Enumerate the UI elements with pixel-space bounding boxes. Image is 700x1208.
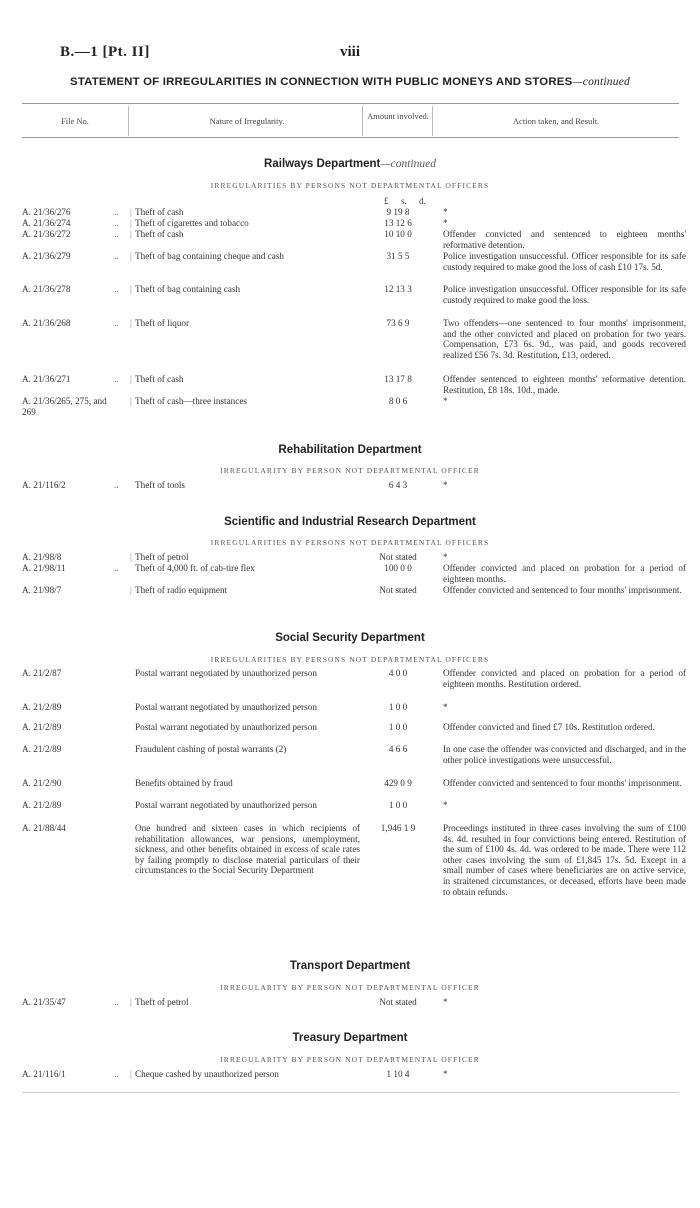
leader-dots: .. bbox=[114, 229, 119, 239]
amount: 31 5 5 bbox=[386, 251, 410, 261]
leader-dots: .. bbox=[114, 251, 119, 261]
row-divider: | bbox=[130, 374, 132, 384]
file-number: A. 21/36/271 bbox=[22, 374, 71, 384]
file-number: A. 21/116/1 bbox=[22, 1069, 66, 1079]
col-action-header: Action taken, and Result. bbox=[512, 116, 600, 126]
irregularity: Theft of cash bbox=[135, 207, 184, 217]
railways-name: Railways Department bbox=[264, 158, 381, 170]
action-result: Police investigation unsuccessful. Officer responsible for its safe custody required to make good the loss of cash £10 17s. 5d. bbox=[443, 251, 686, 272]
irregularity: Cheque cashed by unauthorized person bbox=[135, 1069, 279, 1079]
pounds-label: £ bbox=[384, 196, 389, 206]
action-result: * bbox=[443, 480, 448, 490]
action-result: Offender convicted and sentenced to eighteen months' reformative detention. bbox=[443, 229, 686, 250]
header-top-rule bbox=[22, 103, 679, 104]
irregularity: Theft of cash bbox=[135, 229, 184, 239]
action-result: Two offenders—one sentenced to four months' imprisonment, and the other convicted and placed on probation for two years. Compensation, £73 6s. 9d., was paid, and goods recovered realized £56 7s. 3d. Restitution, £13, ordered. bbox=[443, 318, 686, 360]
irregularity: Theft of bag containing cheque and cash bbox=[135, 251, 284, 261]
irregularity: Postal warrant negotiated by unauthorized person bbox=[135, 702, 317, 712]
report-reference: B.—1 [Pt. II] bbox=[60, 44, 150, 60]
col-divider bbox=[432, 106, 433, 136]
action-result: Offender convicted and sentenced to four months' imprisonment. bbox=[443, 778, 682, 788]
file-number: A. 21/36/274 bbox=[22, 218, 71, 228]
irregularity: Benefits obtained by fraud bbox=[135, 778, 233, 788]
file-number: A. 21/2/87 bbox=[22, 668, 62, 678]
leader-dots: .. bbox=[114, 218, 119, 228]
section-subtitle: IRREGULARITIES BY PERSONS NOT DEPARTMENTAL OFFICERS bbox=[210, 655, 490, 664]
action-result: Police investigation unsuccessful. Officer responsible for its safe custody required to make good the loss. bbox=[443, 284, 686, 305]
row-divider: | bbox=[130, 585, 132, 595]
file-number: A. 21/98/7 bbox=[22, 585, 62, 595]
action-result: Proceedings instituted in three cases involving the sum of £100 4s. 4d. resulted in four convictions being entered. Restitution of the sum of £100 4s. 4d. was ordered to be made. There were 112 other cases involving the sum of £1,845 17s. 5d. Except in a small number of cases where beneficiaries are on active service, in straitened circumstances, or deceased, efforts have been made to obtain refunds. bbox=[443, 823, 686, 897]
row-divider: | bbox=[130, 251, 132, 261]
amount: 1 10 4 bbox=[386, 1069, 410, 1079]
amount: 12 13 3 bbox=[384, 284, 412, 294]
row-divider: | bbox=[130, 207, 132, 217]
railways-continued: —continued bbox=[380, 158, 436, 170]
action-result: Offender convicted and fined £7 10s. Restitution ordered. bbox=[443, 722, 655, 732]
action-result: * bbox=[443, 800, 448, 810]
leader-dots: .. bbox=[114, 207, 119, 217]
section-subtitle: IRREGULARITY BY PERSON NOT DEPARTMENTAL OFFICER bbox=[220, 466, 480, 475]
section-title-social-security: Social Security Department bbox=[275, 632, 425, 644]
amount: 4 6 6 bbox=[388, 744, 408, 754]
row-divider: | bbox=[130, 229, 132, 239]
row-divider: | bbox=[130, 396, 132, 406]
amount: 429 0 9 bbox=[384, 778, 412, 788]
file-number: A. 21/98/8 bbox=[22, 552, 62, 562]
section-title-transport: Transport Department bbox=[289, 960, 411, 972]
irregularity: Theft of radio equipment bbox=[135, 585, 228, 595]
row-divider: | bbox=[130, 218, 132, 228]
irregularity: Theft of tools bbox=[135, 480, 186, 490]
file-number: A. 21/2/89 bbox=[22, 702, 62, 712]
irregularity: Theft of cash bbox=[135, 374, 184, 384]
title-main: STATEMENT OF IRREGULARITIES IN CONNECTION WITH PUBLIC MONEYS AND STORES bbox=[70, 76, 573, 88]
file-number: A. 21/36/268 bbox=[22, 318, 71, 328]
col-divider bbox=[128, 106, 129, 136]
leader-dots: .. bbox=[114, 997, 119, 1007]
leader-dots: .. bbox=[114, 1069, 119, 1079]
action-result: Offender convicted and placed on probation for a period of eighteen months. Restitution ordered. bbox=[443, 668, 686, 689]
row-divider: | bbox=[130, 552, 132, 562]
file-number: A. 21/36/265, 275, and 269 bbox=[22, 396, 107, 417]
row-divider: | bbox=[130, 997, 132, 1007]
file-number: A. 21/88/44 bbox=[22, 823, 66, 833]
row-divider: | bbox=[130, 1069, 132, 1079]
amount: Not stated bbox=[379, 997, 417, 1007]
amount: 6 4 3 bbox=[388, 480, 408, 490]
file-number: A. 21/2/90 bbox=[22, 778, 62, 788]
action-result: Offender convicted and sentenced to four months' imprisonment. bbox=[443, 585, 682, 595]
action-result: * bbox=[443, 1069, 448, 1079]
action-result: In one case the offender was convicted and discharged, and in the other police investigations were unsuccessful. bbox=[443, 744, 686, 765]
irregularity: Theft of cash—three instances bbox=[135, 396, 247, 406]
leader-dots: .. bbox=[114, 563, 119, 573]
amount: 13 17 8 bbox=[384, 374, 412, 384]
leader-dots: .. bbox=[114, 284, 119, 294]
amount: Not stated bbox=[379, 552, 417, 562]
pence-label: d. bbox=[419, 196, 426, 206]
file-number: A. 21/2/89 bbox=[22, 800, 62, 810]
irregularity: Theft of cigarettes and tobacco bbox=[135, 218, 249, 228]
irregularity: Theft of petrol bbox=[135, 997, 189, 1007]
file-number: A. 21/36/276 bbox=[22, 207, 71, 217]
header-bottom-rule bbox=[22, 137, 679, 138]
amount: 73 6 9 bbox=[386, 318, 410, 328]
col-file-header: File No. bbox=[61, 116, 89, 126]
amount: 10 10 0 bbox=[384, 229, 412, 239]
amount: Not stated bbox=[379, 585, 417, 595]
irregularity: Theft of 4,000 ft. of cab-tire flex bbox=[135, 563, 255, 573]
amount: 8 0 6 bbox=[388, 396, 408, 406]
file-number: A. 21/98/11 bbox=[22, 563, 66, 573]
section-title-rehabilitation: Rehabilitation Department bbox=[278, 444, 422, 456]
amount: 100 0 0 bbox=[384, 563, 412, 573]
leader-dots: .. bbox=[114, 374, 119, 384]
amount: 13 12 6 bbox=[384, 218, 412, 228]
section-subtitle: IRREGULARITIES BY PERSONS NOT DEPARTMENTAL OFFICERS bbox=[210, 181, 490, 190]
page-title bbox=[0, 76, 700, 88]
table-bottom-rule bbox=[22, 1092, 679, 1093]
row-divider: | bbox=[130, 284, 132, 294]
col-amount-header: Amount involved. bbox=[367, 111, 429, 121]
irregularity: Postal warrant negotiated by unauthorized person bbox=[135, 668, 317, 678]
col-divider bbox=[362, 106, 363, 136]
file-number: A. 21/35/47 bbox=[22, 997, 66, 1007]
action-result: * bbox=[443, 552, 448, 562]
file-number: A. 21/116/2 bbox=[22, 480, 66, 490]
leader-dots: .. bbox=[114, 480, 119, 490]
file-number: A. 21/36/278 bbox=[22, 284, 71, 294]
action-result: Offender sentenced to eighteen months' reformative detention. Restitution, £8 18s. 10d., made. bbox=[443, 374, 686, 395]
irregularity: Postal warrant negotiated by unauthorized person bbox=[135, 800, 317, 810]
file-number: A. 21/36/272 bbox=[22, 229, 71, 239]
col-nature-header: Nature of Irregularity. bbox=[209, 116, 285, 126]
shillings-label: s. bbox=[401, 196, 407, 206]
section-subtitle: IRREGULARITIES BY PERSONS NOT DEPARTMENTAL OFFICERS bbox=[210, 538, 490, 547]
amount: 1 0 0 bbox=[388, 702, 408, 712]
amount: 1,946 1 9 bbox=[380, 823, 416, 833]
action-result: Offender convicted and placed on probation for a period of eighteen months. bbox=[443, 563, 686, 584]
title-continued: —continued bbox=[572, 76, 630, 88]
page-number: viii bbox=[340, 44, 361, 60]
irregularity: Theft of liquor bbox=[135, 318, 190, 328]
amount: 1 0 0 bbox=[388, 800, 408, 810]
amount: 4 0 0 bbox=[388, 668, 408, 678]
irregularity: Postal warrant negotiated by unauthorized person bbox=[135, 722, 317, 732]
action-result: * bbox=[443, 997, 448, 1007]
action-result: * bbox=[443, 702, 448, 712]
action-result: * bbox=[443, 207, 448, 217]
irregularity: One hundred and sixteen cases in which recipients of rehabilitation allowances, war pensions, unemployment, sickness, and other benefits obtained in excess of scale rates by failing promptly to disclose material particulars of their circumstances to the Social Security Department bbox=[135, 823, 360, 876]
file-number: A. 21/36/279 bbox=[22, 251, 71, 261]
amount: 9 19 8 bbox=[386, 207, 410, 217]
action-result: * bbox=[443, 396, 448, 406]
action-result: * bbox=[443, 218, 448, 228]
file-number: A. 21/2/89 bbox=[22, 744, 62, 754]
row-divider: | bbox=[130, 318, 132, 328]
section-subtitle: IRREGULARITY BY PERSON NOT DEPARTMENTAL OFFICER bbox=[220, 983, 480, 992]
irregularity: Fraudulent cashing of postal warrants (2) bbox=[135, 744, 287, 754]
section-subtitle: IRREGULARITY BY PERSON NOT DEPARTMENTAL OFFICER bbox=[220, 1055, 480, 1064]
amount: 1 0 0 bbox=[388, 722, 408, 732]
section-title-railways bbox=[0, 158, 700, 170]
leader-dots: .. bbox=[114, 318, 119, 328]
irregularity: Theft of petrol bbox=[135, 552, 189, 562]
file-number: A. 21/2/89 bbox=[22, 722, 62, 732]
section-title-scientific-research: Scientific and Industrial Research Department bbox=[224, 516, 476, 528]
irregularity: Theft of bag containing cash bbox=[135, 284, 241, 294]
section-title-treasury: Treasury Department bbox=[292, 1032, 408, 1044]
